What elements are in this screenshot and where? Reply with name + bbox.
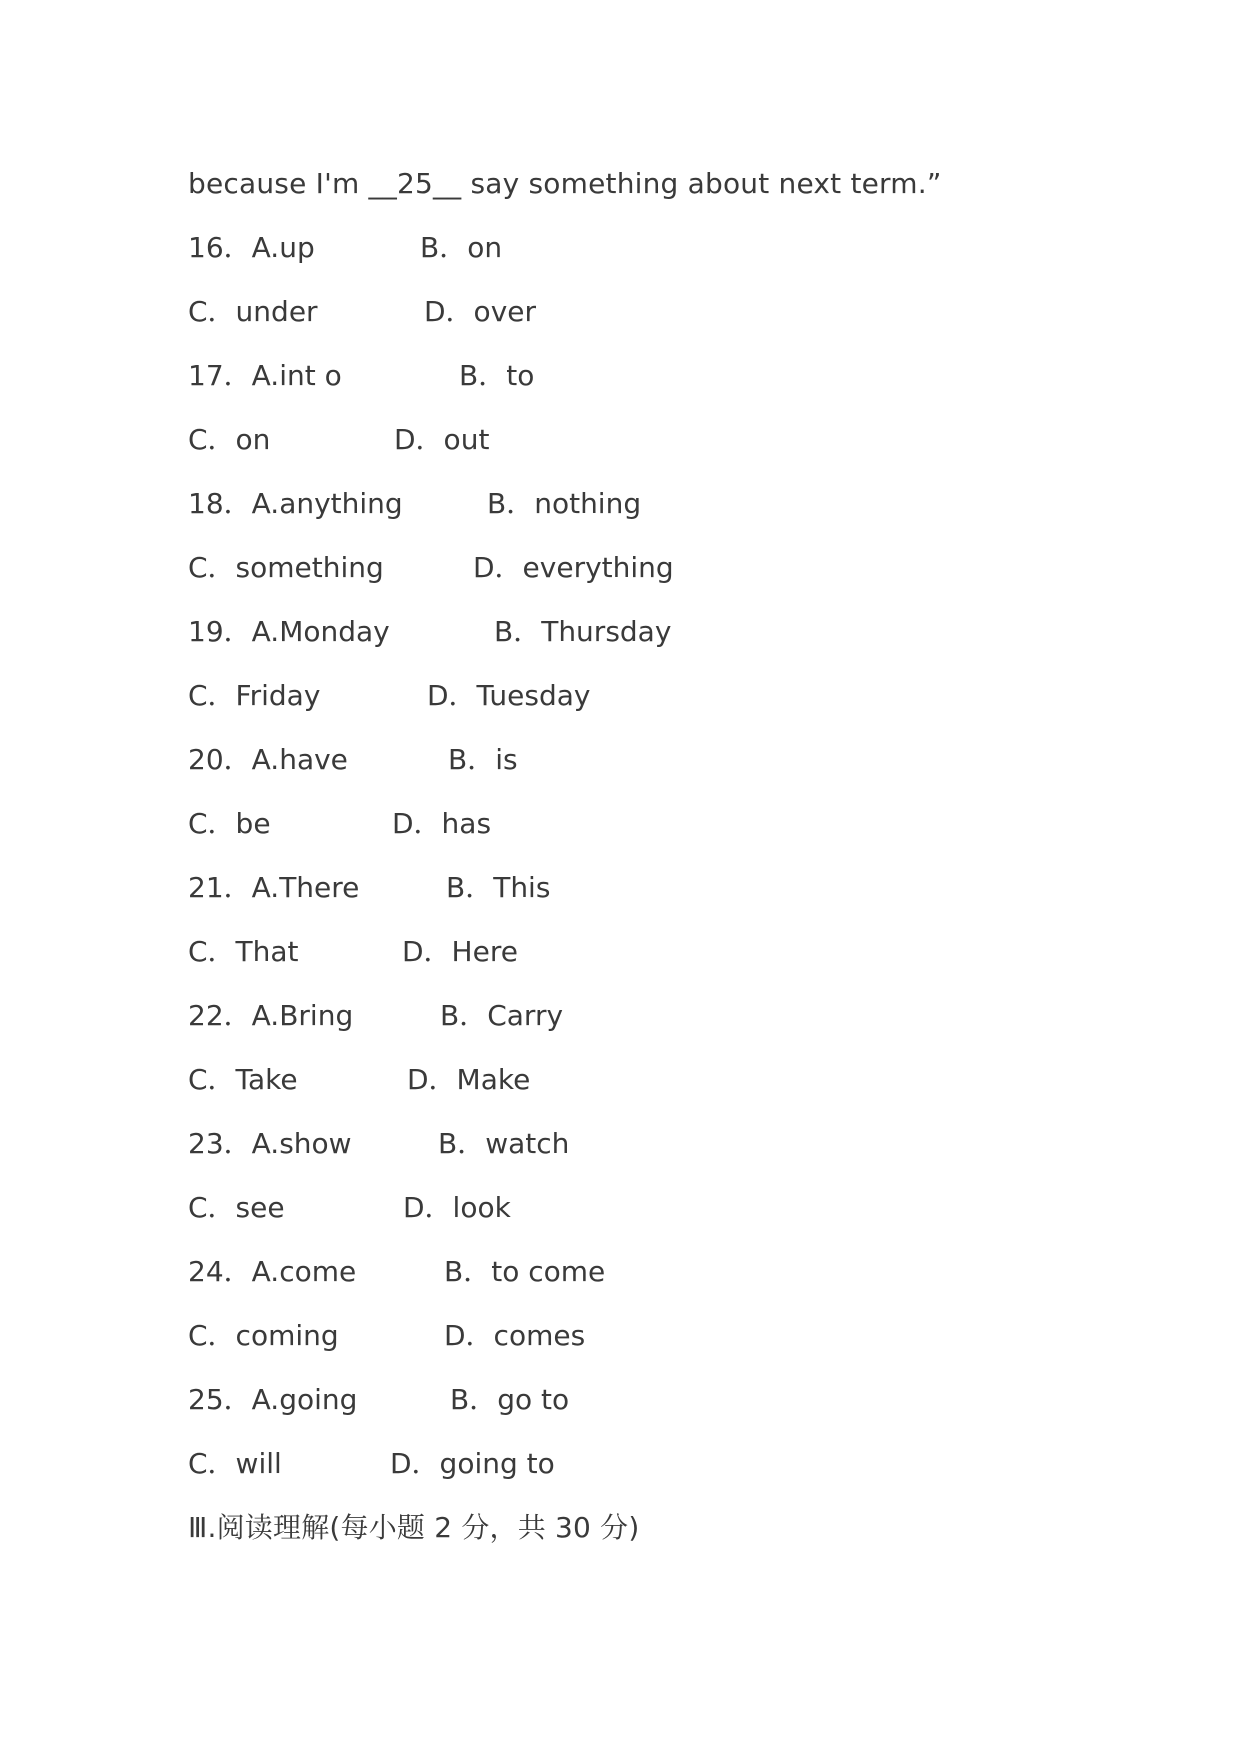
option-row-16-cd <box>188 294 1088 330</box>
option-b: B．go to <box>450 1383 570 1416</box>
option-d: D．comes <box>444 1319 586 1352</box>
option-b: B．on <box>420 231 503 264</box>
option-row-24-cd <box>188 1318 1088 1354</box>
option-d: D．everything <box>473 551 674 584</box>
option-row-18-ab <box>188 486 1088 522</box>
option-row-19-cd <box>188 678 1088 714</box>
option-a: 25．A.going <box>188 1383 358 1416</box>
option-row-19-ab <box>188 614 1088 650</box>
option-row-22-cd <box>188 1062 1088 1098</box>
option-c: C．be <box>188 807 271 840</box>
option-b: B．watch <box>438 1127 570 1160</box>
option-a: 23．A.show <box>188 1127 352 1160</box>
option-b: B．to come <box>444 1255 606 1288</box>
passage-line: because I'm __25__ say something about next term.” <box>188 167 942 200</box>
option-b: B．Thursday <box>494 615 672 648</box>
option-c: C．coming <box>188 1319 339 1352</box>
option-d: D．over <box>424 295 537 328</box>
option-b: B．nothing <box>487 487 642 520</box>
option-c: C．Friday <box>188 679 321 712</box>
option-b: B．Carry <box>440 999 564 1032</box>
option-b: B．is <box>448 743 518 776</box>
option-a: 19．A.Monday <box>188 615 390 648</box>
option-row-25-cd <box>188 1446 1088 1482</box>
option-row-21-ab <box>188 870 1088 906</box>
option-b: B．This <box>446 871 551 904</box>
option-d: D．look <box>403 1191 511 1224</box>
option-b: B．to <box>459 359 535 392</box>
section-heading: Ⅲ.阅读理解(每小题 2 分，共 30 分) <box>188 1511 640 1544</box>
option-d: D．out <box>394 423 490 456</box>
option-row-21-cd <box>188 934 1088 970</box>
option-row-16-ab <box>188 230 1088 266</box>
option-d: D．Here <box>402 935 518 968</box>
option-a: 17．A.int o <box>188 359 342 392</box>
option-d: D．has <box>392 807 492 840</box>
option-row-18-cd <box>188 550 1088 586</box>
option-c: C．That <box>188 935 299 968</box>
option-a: 18．A.anything <box>188 487 403 520</box>
option-c: C．on <box>188 423 271 456</box>
option-row-25-ab <box>188 1382 1088 1418</box>
option-row-20-cd <box>188 806 1088 842</box>
option-row-23-ab <box>188 1126 1088 1162</box>
option-row-20-ab <box>188 742 1088 778</box>
option-a: 22．A.Bring <box>188 999 354 1032</box>
option-a: 24．A.come <box>188 1255 357 1288</box>
option-row-22-ab <box>188 998 1088 1034</box>
option-a: 21．A.There <box>188 871 360 904</box>
option-d: D．Tuesday <box>427 679 591 712</box>
option-c: C．will <box>188 1447 282 1480</box>
option-d: D．Make <box>407 1063 531 1096</box>
option-c: C．Take <box>188 1063 298 1096</box>
option-a: 20．A.have <box>188 743 348 776</box>
option-c: C．something <box>188 551 384 584</box>
option-d: D．going to <box>390 1447 555 1480</box>
option-row-17-cd <box>188 422 1088 458</box>
option-row-24-ab <box>188 1254 1088 1290</box>
option-c: C．under <box>188 295 318 328</box>
option-c: C．see <box>188 1191 285 1224</box>
option-row-23-cd <box>188 1190 1088 1226</box>
option-a: 16．A.up <box>188 231 315 264</box>
option-row-17-ab <box>188 358 1088 394</box>
